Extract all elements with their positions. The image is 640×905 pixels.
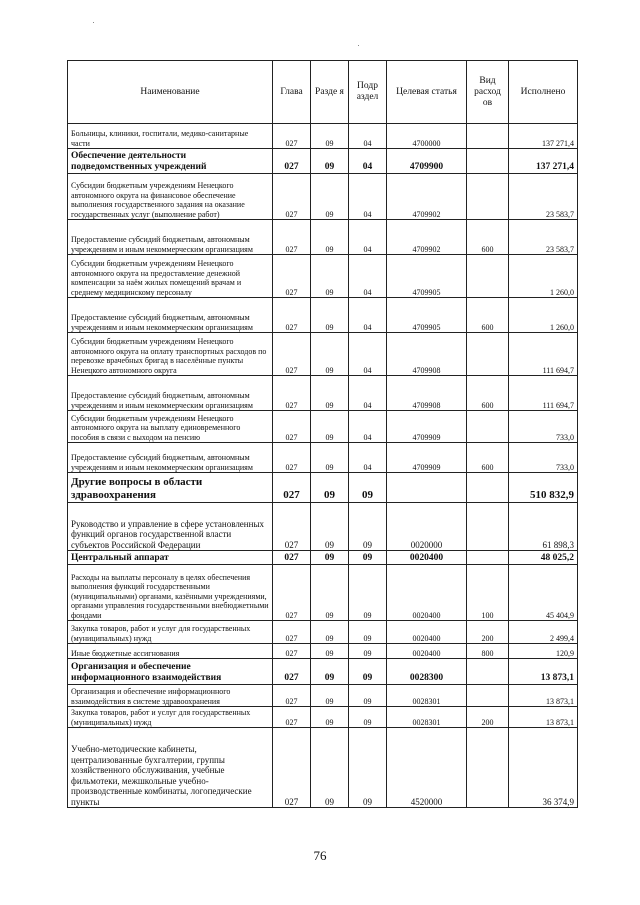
row-podrazdel-cell: 04: [349, 298, 387, 333]
row-name-cell: Закупка товаров, работ и услуг для государственных (муниципальных) нужд: [68, 707, 273, 728]
row-name-cell: Предоставление субсидий бюджетным, автономным учреждениям и иным некоммерческим организациям: [68, 376, 273, 411]
row-name-cell: Предоставление субсидий бюджетным, автономным учреждениям и иным некоммерческим организациям: [68, 443, 273, 473]
row-glava-cell: 027: [273, 333, 311, 376]
row-podrazdel-cell: 04: [349, 333, 387, 376]
row-glava-cell: 027: [273, 644, 311, 659]
row-vid-cell: [467, 174, 509, 220]
row-razdel-cell: 09: [311, 707, 349, 728]
row-vid-cell: [467, 124, 509, 149]
row-razdel-cell: 09: [311, 443, 349, 473]
row-ispolneno-cell: 733,0: [509, 411, 578, 443]
header-statya: Целевая статья: [387, 61, 467, 124]
row-glava-cell: 027: [273, 411, 311, 443]
row-glava-cell: 027: [273, 255, 311, 298]
row-name-cell: Центральный аппарат: [68, 551, 273, 565]
table-row: [68, 685, 578, 707]
row-glava-cell: 027: [273, 621, 311, 644]
row-name-cell: Учебно-методические кабинеты, централизованные бухгалтерии, группы хозяйственного обслуживания, учебные фильмотеки, межшкольные учебно-производственные комбинаты, логопедические пункты: [68, 728, 273, 808]
row-razdel-cell: 09: [311, 220, 349, 255]
row-razdel-cell: 09: [311, 473, 349, 503]
row-statya-cell: 4709908: [387, 376, 467, 411]
row-glava-cell: 027: [273, 551, 311, 565]
row-glava-cell: 027: [273, 124, 311, 149]
row-ispolneno-cell: 137 271,4: [509, 124, 578, 149]
row-statya-cell: 0028300: [387, 659, 467, 685]
row-statya-cell: 0020400: [387, 644, 467, 659]
row-glava-cell: 027: [273, 707, 311, 728]
row-ispolneno-cell: 61 898,3: [509, 503, 578, 551]
table-body: [68, 124, 578, 808]
scan-speck: [358, 45, 359, 46]
row-ispolneno-cell: 36 374,9: [509, 728, 578, 808]
row-glava-cell: 027: [273, 473, 311, 503]
header-ispolneno: Исполнено: [509, 61, 578, 124]
row-ispolneno-cell: 137 271,4: [509, 149, 578, 174]
table-row: [68, 376, 578, 411]
row-vid-cell: 200: [467, 707, 509, 728]
row-statya-cell: 4709905: [387, 255, 467, 298]
row-podrazdel-cell: 09: [349, 644, 387, 659]
row-podrazdel-cell: 09: [349, 503, 387, 551]
row-name-cell: Руководство и управление в сфере установленных функций органов государственной власти субъектов Российской Федерации: [68, 503, 273, 551]
row-podrazdel-cell: 04: [349, 149, 387, 174]
row-glava-cell: 027: [273, 685, 311, 707]
row-podrazdel-cell: 09: [349, 728, 387, 808]
row-ispolneno-cell: 23 583,7: [509, 174, 578, 220]
row-vid-cell: [467, 149, 509, 174]
row-name-cell: Другие вопросы в области здравоохранения: [68, 473, 273, 503]
row-ispolneno-cell: 13 873,1: [509, 707, 578, 728]
row-vid-cell: 600: [467, 220, 509, 255]
row-vid-cell: [467, 255, 509, 298]
row-vid-cell: 800: [467, 644, 509, 659]
row-statya-cell: 4709909: [387, 411, 467, 443]
row-glava-cell: 027: [273, 298, 311, 333]
header-podrazdel: Подр аздел: [349, 61, 387, 124]
table-row: [68, 644, 578, 659]
table-header-row: [68, 61, 578, 124]
row-vid-cell: 600: [467, 376, 509, 411]
row-razdel-cell: 09: [311, 255, 349, 298]
row-name-cell: Иные бюджетные ассигнования: [68, 644, 273, 659]
header-vid: Вид расход ов: [467, 61, 509, 124]
table-row: [68, 565, 578, 621]
table-row: [68, 255, 578, 298]
row-podrazdel-cell: 04: [349, 255, 387, 298]
row-podrazdel-cell: 04: [349, 376, 387, 411]
row-name-cell: Субсидии бюджетным учреждениям Ненецкого автономного округа на предоставление денежной компенсации за наём жилых помещений врачам и среднему медицинскому персоналу: [68, 255, 273, 298]
table-row: [68, 411, 578, 443]
row-razdel-cell: 09: [311, 376, 349, 411]
row-ispolneno-cell: 120,9: [509, 644, 578, 659]
row-name-cell: Субсидии бюджетным учреждениям Ненецкого автономного округа на выплату единовременного пособия в связи с выходом на пенсию: [68, 411, 273, 443]
row-statya-cell: 4520000: [387, 728, 467, 808]
row-razdel-cell: 09: [311, 124, 349, 149]
row-statya-cell: 0020000: [387, 503, 467, 551]
row-glava-cell: 027: [273, 220, 311, 255]
table-row: [68, 298, 578, 333]
scan-speck: [93, 22, 94, 23]
row-glava-cell: 027: [273, 174, 311, 220]
table-row: [68, 551, 578, 565]
row-statya-cell: 4709909: [387, 443, 467, 473]
row-vid-cell: 100: [467, 565, 509, 621]
row-razdel-cell: 09: [311, 298, 349, 333]
row-name-cell: Больницы, клиники, госпитали, медико-санитарные части: [68, 124, 273, 149]
table-row: [68, 124, 578, 149]
row-statya-cell: 4709908: [387, 333, 467, 376]
row-name-cell: Обеспечение деятельности подведомственных учреждений: [68, 149, 273, 174]
row-razdel-cell: 09: [311, 659, 349, 685]
row-vid-cell: [467, 685, 509, 707]
row-vid-cell: [467, 473, 509, 503]
row-razdel-cell: 09: [311, 621, 349, 644]
row-statya-cell: 0028301: [387, 685, 467, 707]
row-ispolneno-cell: 1 260,0: [509, 298, 578, 333]
row-ispolneno-cell: 13 873,1: [509, 659, 578, 685]
header-name: Наименование: [68, 61, 273, 124]
row-ispolneno-cell: 111 694,7: [509, 376, 578, 411]
row-vid-cell: 600: [467, 443, 509, 473]
row-razdel-cell: 09: [311, 411, 349, 443]
row-ispolneno-cell: 13 873,1: [509, 685, 578, 707]
row-podrazdel-cell: 04: [349, 443, 387, 473]
row-name-cell: Субсидии бюджетным учреждениям Ненецкого автономного округа на оплату транспортных расходов по перевозке врачебных бригад в населённые пункты Ненецкого автономного округа: [68, 333, 273, 376]
row-statya-cell: 0020400: [387, 621, 467, 644]
table-row: [68, 174, 578, 220]
row-glava-cell: 027: [273, 565, 311, 621]
row-razdel-cell: 09: [311, 644, 349, 659]
row-ispolneno-cell: 23 583,7: [509, 220, 578, 255]
row-ispolneno-cell: 733,0: [509, 443, 578, 473]
row-statya-cell: 4709905: [387, 298, 467, 333]
row-statya-cell: 0020400: [387, 565, 467, 621]
table-row: [68, 728, 578, 808]
row-statya-cell: 4700000: [387, 124, 467, 149]
table-row: [68, 473, 578, 503]
row-name-cell: Предоставление субсидий бюджетным, автономным учреждениям и иным некоммерческим организациям: [68, 220, 273, 255]
row-podrazdel-cell: 04: [349, 174, 387, 220]
header-razdel: Разде я: [311, 61, 349, 124]
row-glava-cell: 027: [273, 659, 311, 685]
row-statya-cell: 4709902: [387, 220, 467, 255]
row-razdel-cell: 09: [311, 174, 349, 220]
row-razdel-cell: 09: [311, 149, 349, 174]
table-row: [68, 220, 578, 255]
row-statya-cell: 0028301: [387, 707, 467, 728]
page-number: 76: [313, 848, 327, 863]
row-ispolneno-cell: 45 404,9: [509, 565, 578, 621]
row-statya-cell: 4709902: [387, 174, 467, 220]
row-glava-cell: 027: [273, 728, 311, 808]
row-glava-cell: 027: [273, 149, 311, 174]
table-row: [68, 707, 578, 728]
row-razdel-cell: 09: [311, 728, 349, 808]
row-razdel-cell: 09: [311, 685, 349, 707]
row-razdel-cell: 09: [311, 333, 349, 376]
row-name-cell: Организация и обеспечение информационного взаимодействия: [68, 659, 273, 685]
row-vid-cell: 600: [467, 298, 509, 333]
row-podrazdel-cell: 09: [349, 551, 387, 565]
row-vid-cell: [467, 551, 509, 565]
row-vid-cell: 200: [467, 621, 509, 644]
row-ispolneno-cell: 2 499,4: [509, 621, 578, 644]
row-statya-cell: 0020400: [387, 551, 467, 565]
row-name-cell: Предоставление субсидий бюджетным, автономным учреждениям и иным некоммерческим организациям: [68, 298, 273, 333]
row-podrazdel-cell: 09: [349, 685, 387, 707]
header-glava: Глава: [273, 61, 311, 124]
row-podrazdel-cell: 09: [349, 659, 387, 685]
row-ispolneno-cell: 111 694,7: [509, 333, 578, 376]
row-razdel-cell: 09: [311, 551, 349, 565]
row-name-cell: Закупка товаров, работ и услуг для государственных (муниципальных) нужд: [68, 621, 273, 644]
row-ispolneno-cell: 510 832,9: [509, 473, 578, 503]
row-razdel-cell: 09: [311, 565, 349, 621]
table-row: [68, 333, 578, 376]
row-name-cell: Организация и обеспечение информационного взаимодействия в системе здравоохранения: [68, 685, 273, 707]
row-ispolneno-cell: 48 025,2: [509, 551, 578, 565]
row-podrazdel-cell: 09: [349, 565, 387, 621]
row-podrazdel-cell: 04: [349, 220, 387, 255]
row-statya-cell: 4709900: [387, 149, 467, 174]
table-row: [68, 443, 578, 473]
row-vid-cell: [467, 659, 509, 685]
row-statya-cell: [387, 473, 467, 503]
row-glava-cell: 027: [273, 503, 311, 551]
row-vid-cell: [467, 728, 509, 808]
row-podrazdel-cell: 09: [349, 473, 387, 503]
budget-table: [67, 60, 578, 808]
row-podrazdel-cell: 09: [349, 707, 387, 728]
row-ispolneno-cell: 1 260,0: [509, 255, 578, 298]
table-row: [68, 621, 578, 644]
row-vid-cell: [467, 503, 509, 551]
row-glava-cell: 027: [273, 443, 311, 473]
row-podrazdel-cell: 09: [349, 621, 387, 644]
row-name-cell: Субсидии бюджетным учреждениям Ненецкого автономного округа на финансовое обеспечение выполнения государственного задания на оказание государственных услуг (выполнение работ): [68, 174, 273, 220]
table-row: [68, 659, 578, 685]
row-podrazdel-cell: 04: [349, 124, 387, 149]
row-podrazdel-cell: 04: [349, 411, 387, 443]
table-row: [68, 503, 578, 551]
row-name-cell: Расходы на выплаты персоналу в целях обеспечения выполнения функций государственными (муниципальными) органами, казёнными учреждениями, органами управления государственными внебюджетными фондами: [68, 565, 273, 621]
row-glava-cell: 027: [273, 376, 311, 411]
table-row: [68, 149, 578, 174]
row-vid-cell: [467, 333, 509, 376]
row-razdel-cell: 09: [311, 503, 349, 551]
row-vid-cell: [467, 411, 509, 443]
